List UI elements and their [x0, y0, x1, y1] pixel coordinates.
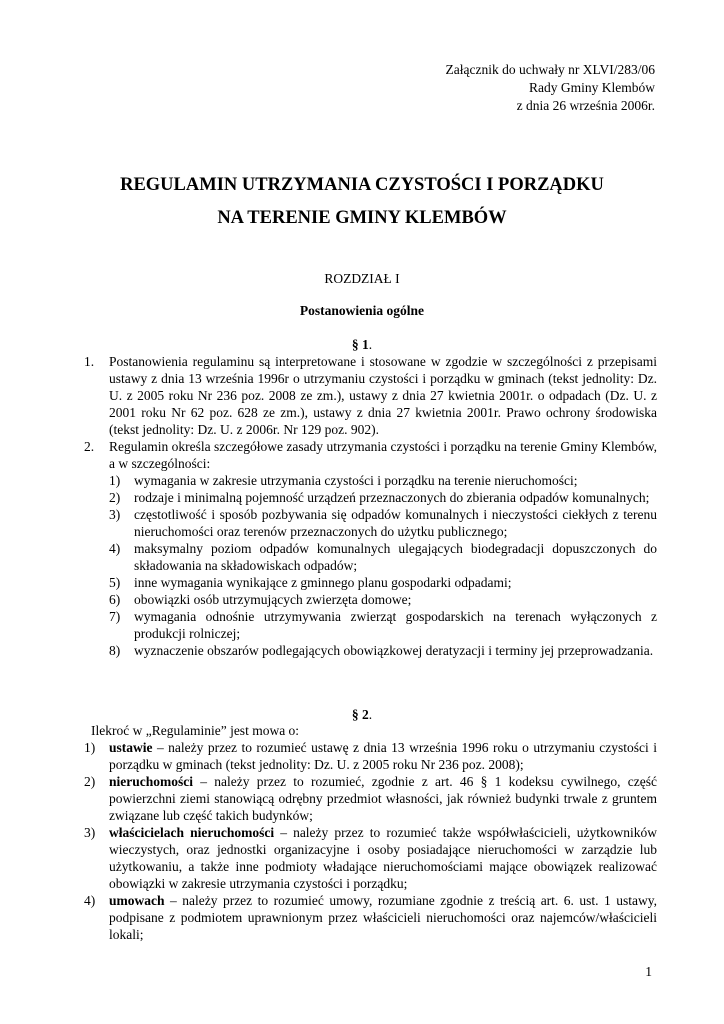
- subitem-number: 3): [109, 507, 121, 522]
- subitem-text: wymagania w zakresie utrzymania czystości i porządku na terenie nieruchomości;: [134, 473, 578, 488]
- sublist-item: [109, 489, 657, 506]
- sublist-item: [109, 506, 657, 540]
- subitem-number: 6): [109, 592, 121, 607]
- section-2-number: § 2: [351, 707, 369, 722]
- chapter-heading: ROZDZIAŁ I: [324, 271, 400, 286]
- definition-item: [84, 739, 657, 773]
- subitem-text: częstotliwość i sposób pozbywania się odpadów komunalnych i nieczystości ciekłych z terenu nieruchomości oraz terenów przeznaczonych do użytku publicznego;: [134, 507, 657, 539]
- definition-term: umowach: [109, 893, 165, 908]
- subitem-text: obowiązki osób utrzymujących zwierzęta domowe;: [134, 592, 412, 607]
- section-1-heading: § 1.: [351, 337, 373, 352]
- page-number: 1: [645, 964, 652, 979]
- sublist-item: [109, 472, 657, 489]
- attachment-note: [446, 61, 655, 115]
- document-title-line-2: NA TERENIE GMINY KLEMBÓW: [217, 208, 507, 228]
- subitem-number: 5): [109, 575, 121, 590]
- subitem-text: wymagania odnośnie utrzymywania zwierząt gospodarskich na terenach wyłączonych z produkcji rolniczej;: [134, 609, 657, 641]
- subitem-number: 8): [109, 643, 121, 658]
- item-number: 4): [84, 893, 96, 908]
- subitem-text: wyznaczenie obszarów podlegających obowiązkowej deratyzacji i terminy jej przeprowadzania.: [134, 643, 654, 658]
- attachment-line-3: z dnia 26 września 2006r.: [516, 98, 655, 113]
- section-1-number: § 1: [351, 337, 369, 352]
- definition-term: nieruchomości: [109, 774, 193, 789]
- subitem-text: maksymalny poziom odpadów komunalnych ulegających biodegradacji dopuszczonych do składowania na składowiskach odpadów;: [134, 541, 657, 573]
- subitem-number: 2): [109, 490, 121, 505]
- item-text: Postanowienia regulaminu są interpretowane i stosowane w zgodzie w szczególności z przepisami ustawy z dnia 13 września 1996r o utrzymaniu czystości i porządku w gminach (tekst jednolity: Dz. U. z 2005 roku Nr 236 poz. 2008 ze zm.), ustawy z dnia 27 kwietnia 2001r. o odpadach (Dz. U. z 2001 roku Nr 62 poz. 628 ze zm.), ustawy z dnia 27 kwietnia 2001r. Prawo ochrony środowiska (tekst jednolity: Dz. U. z 2006r. Nr 129 poz. 902).: [109, 354, 657, 437]
- definition-term: właścicielach nieruchomości: [109, 825, 275, 840]
- subitem-text: rodzaje i minimalną pojemność urządzeń przeznaczonych do zbierania odpadów komunalnych;: [134, 490, 650, 505]
- subitem-number: 1): [109, 473, 121, 488]
- list-item: [84, 438, 657, 659]
- item-number: 1): [84, 740, 96, 755]
- section-2-list: [84, 722, 657, 943]
- sublist: [109, 472, 657, 659]
- definition-text: – należy przez to rozumieć, zgodnie z art. 46 § 1 kodeksu cywilnego, część powierzchni ziemi stanowiącą odrębny przedmiot własności, jak również budynki trwale z gruntem związane lub część takich budynków;: [109, 774, 657, 823]
- section-2-intro: Ilekroć w „Regulaminie” jest mowa o:: [91, 723, 300, 738]
- definition-item: [84, 824, 657, 892]
- sublist-item: [109, 608, 657, 642]
- subitem-number: 4): [109, 541, 121, 556]
- section-2-heading: § 2.: [351, 707, 373, 722]
- definition-text: – należy przez to rozumieć umowy, rozumiane zgodnie z treścią art. 6. ust. 1 ustawy, podpisane z podmiotem uprawnionym przez właścicieli nieruchomości oraz najemców/właścicieli lokali;: [109, 893, 657, 942]
- sublist-item: [109, 591, 657, 608]
- document-title-line-1: REGULAMIN UTRZYMANIA CZYSTOŚCI I PORZĄDKU: [120, 175, 604, 195]
- definition-text: – należy przez to rozumieć ustawę z dnia 13 września 1996 roku o utrzymaniu czystości i porządku w gminach (tekst jednolity: Dz. U. z 2005 roku Nr 236 poz. 2008);: [109, 740, 657, 772]
- subitem-number: 7): [109, 609, 121, 624]
- definition-term: ustawie: [109, 740, 153, 755]
- definition-item: [84, 892, 657, 943]
- attachment-line-2: Rady Gminy Klembów: [529, 80, 655, 95]
- sublist-item: [109, 540, 657, 574]
- chapter-subtitle: Postanowienia ogólne: [299, 303, 425, 318]
- item-number: 2): [84, 774, 96, 789]
- list-item: [84, 353, 657, 438]
- item-number: 2.: [84, 439, 95, 454]
- section-1-list: [84, 353, 657, 659]
- item-number: 1.: [84, 354, 95, 369]
- subitem-text: inne wymagania wynikające z gminnego planu gospodarki odpadami;: [134, 575, 512, 590]
- item-text: Regulamin określa szczegółowe zasady utrzymania czystości i porządku na terenie Gminy Klembów, a w szczególności:: [109, 439, 657, 471]
- definition-text: – należy przez to rozumieć także współwłaścicieli, użytkowników wieczystych, oraz jednostki organizacyjne i osoby posiadające nieruchomości w zarządzie lub użytkowaniu, a także inne podmioty władające nieruchomościami mające obowiązek realizować obowiązki w zakresie utrzymania czystości i porządku;: [109, 825, 657, 891]
- sublist-item: [109, 574, 657, 591]
- item-number: 3): [84, 825, 96, 840]
- sublist-item: [109, 642, 657, 659]
- definition-item: [84, 773, 657, 824]
- attachment-line-1: Załącznik do uchwały nr XLVI/283/06: [445, 62, 655, 77]
